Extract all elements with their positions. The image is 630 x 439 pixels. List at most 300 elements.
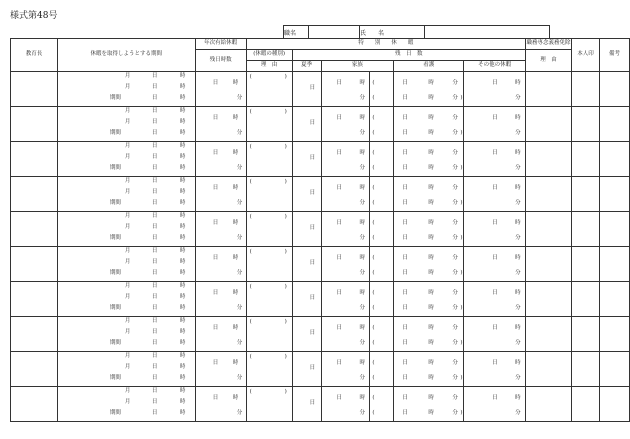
leave-row [11,387,630,422]
minute-unit: 分 [359,340,366,346]
hour-unit: 時 [428,165,434,171]
leave-request-table [10,38,630,422]
minute-unit: 分 [515,340,521,346]
open-paren: ( [249,284,252,290]
hour-unit: 時 [359,80,366,86]
minute-unit: 分 [452,305,458,311]
remarks-cell[interactable] [599,387,629,422]
period-cell[interactable] [57,142,195,177]
close-paren: ) [284,109,287,115]
minute-unit: 分 [515,165,521,171]
family-extra-cell[interactable] [370,177,394,212]
day-unit: 日 [402,80,408,86]
duty-reason-cell[interactable] [526,387,572,422]
day-unit: 日 [492,115,498,121]
day-unit: 日 [402,360,408,366]
nursing-cell[interactable] [394,142,464,177]
day-unit: 日 [151,224,158,230]
day-unit: 日 [309,295,316,301]
hour-unit: 時 [179,259,186,265]
supervisor-cell[interactable] [11,317,58,352]
seal-cell[interactable] [572,317,600,352]
duty-exemption-header: 職務専念義務免除 [526,39,572,50]
period-cell[interactable] [57,282,195,317]
close-paren: ) [460,305,463,311]
other-leave-cell[interactable] [464,177,526,212]
open-paren: ( [372,305,375,311]
minute-unit: 分 [452,165,458,171]
family-extra-cell[interactable] [370,282,394,317]
seal-cell[interactable] [572,247,600,282]
day-unit: 日 [212,220,219,226]
supervisor-cell[interactable] [11,142,58,177]
annual-remaining-cell[interactable] [195,212,246,247]
leave-row [11,72,630,107]
nursing-cell[interactable] [394,72,464,107]
hour-unit: 時 [428,80,434,86]
period-cell[interactable] [57,247,195,282]
remarks-cell[interactable] [599,282,629,317]
summer-cell[interactable] [292,282,321,317]
leave-kind-reason-cell[interactable] [246,142,292,177]
annual-remaining-cell[interactable] [195,317,246,352]
hour-unit: 時 [515,185,521,191]
hour-unit: 時 [232,325,239,331]
minute-unit: 分 [452,360,458,366]
hour-unit: 時 [515,150,521,156]
hour-unit: 時 [428,185,434,191]
family-cell[interactable] [321,142,370,177]
close-paren: ) [460,410,463,416]
hour-unit: 時 [428,340,434,346]
hour-unit: 時 [428,290,434,296]
leave-kind-reason-cell[interactable] [246,107,292,142]
nursing-cell[interactable] [394,212,464,247]
minute-unit: 分 [236,375,243,381]
family-extra-cell[interactable] [370,247,394,282]
day-unit: 日 [492,150,498,156]
close-paren: ) [460,270,463,276]
special-leave-header: 特 別 休 暇 [246,39,525,50]
day-unit: 日 [151,399,158,405]
remaining-days-header: 残 日 数 [292,50,525,61]
other-leave-cell[interactable] [464,317,526,352]
minute-unit: 分 [236,165,243,171]
leave-row [11,107,630,142]
month-unit: 月 [124,143,131,149]
duty-reason-cell[interactable] [526,247,572,282]
hour-unit: 時 [179,200,186,206]
supervisor-cell[interactable] [11,247,58,282]
open-paren: ( [249,179,252,185]
minute-unit: 分 [359,200,366,206]
close-paren: ) [460,165,463,171]
leave-kind-reason-cell[interactable] [246,212,292,247]
hour-unit: 時 [232,220,239,226]
family-cell[interactable] [321,282,370,317]
close-paren: ) [284,319,287,325]
hour-unit: 時 [428,360,434,366]
leave-kind-reason-cell[interactable] [246,247,292,282]
hour-unit: 時 [359,115,366,121]
family-cell[interactable] [321,387,370,422]
day-unit: 日 [309,190,316,196]
hour-unit: 時 [515,115,521,121]
day-unit: 日 [402,255,408,261]
day-unit: 日 [336,80,343,86]
span-label: 期間 [109,375,121,381]
remarks-cell[interactable] [599,352,629,387]
minute-unit: 分 [515,375,521,381]
day-unit: 日 [151,119,158,125]
nursing-cell[interactable] [394,107,464,142]
name-label: 氏 名 [360,26,425,39]
name-field[interactable] [425,26,550,39]
seal-cell[interactable] [572,177,600,212]
month-unit: 月 [124,353,131,359]
duty-reason-cell[interactable] [526,352,572,387]
month-unit: 月 [124,294,131,300]
family-extra-cell[interactable] [370,387,394,422]
seal-cell[interactable] [572,352,600,387]
supervisor-cell[interactable] [11,387,58,422]
leave-kind-reason-cell[interactable] [246,387,292,422]
hour-unit: 時 [179,73,186,79]
open-paren: ( [249,249,252,255]
remarks-header: 備考 [599,39,629,72]
seal-cell[interactable] [572,282,600,317]
day-unit: 日 [151,329,158,335]
minute-unit: 分 [452,80,458,86]
open-paren: ( [249,214,252,220]
open-paren: ( [372,340,375,346]
hour-unit: 時 [179,165,186,171]
day-unit: 日 [336,360,343,366]
span-label: 期間 [109,410,121,416]
duty-reason-cell[interactable] [526,142,572,177]
day-unit: 日 [402,340,408,346]
duty-reason-cell[interactable] [526,107,572,142]
minute-unit: 分 [236,95,243,101]
leave-kind-reason-cell[interactable] [246,177,292,212]
seal-cell[interactable] [572,72,600,107]
annual-remaining-cell[interactable] [195,247,246,282]
nursing-cell[interactable] [394,387,464,422]
remarks-cell[interactable] [599,107,629,142]
hour-unit: 時 [359,255,366,261]
day-unit: 日 [402,305,408,311]
month-unit: 月 [124,399,131,405]
summer-cell[interactable] [292,107,321,142]
form-number-title: 様式第48号 [10,11,58,21]
month-unit: 月 [124,259,131,265]
open-paren: ( [372,200,375,206]
family-cell[interactable] [321,352,370,387]
span-label: 期間 [109,340,121,346]
month-unit: 月 [124,189,131,195]
hour-unit: 時 [428,150,434,156]
period-cell[interactable] [57,72,195,107]
supervisor-cell[interactable] [11,212,58,247]
minute-unit: 分 [515,95,521,101]
family-cell[interactable] [321,177,370,212]
day-unit: 日 [212,360,219,366]
minute-unit: 分 [236,410,243,416]
nursing-cell[interactable] [394,317,464,352]
summer-cell[interactable] [292,177,321,212]
open-paren: ( [372,290,375,296]
hour-unit: 時 [428,410,434,416]
supervisor-cell[interactable] [11,177,58,212]
remarks-cell[interactable] [599,247,629,282]
day-unit: 日 [492,255,498,261]
period-cell[interactable] [57,352,195,387]
summer-header: 夏季 [292,61,321,72]
nursing-header: 看護 [394,61,464,72]
day-unit: 日 [492,360,498,366]
day-unit: 日 [151,283,158,289]
hour-unit: 時 [232,395,239,401]
month-unit: 月 [124,154,131,160]
day-unit: 日 [492,220,498,226]
hour-unit: 時 [359,325,366,331]
reason-header: 理 由 [246,61,292,72]
annual-remaining-cell[interactable] [195,107,246,142]
family-extra-cell[interactable] [370,107,394,142]
day-unit: 日 [336,325,343,331]
hour-unit: 時 [179,388,186,394]
open-paren: ( [372,95,375,101]
other-leave-cell[interactable] [464,352,526,387]
nursing-cell[interactable] [394,352,464,387]
hour-unit: 時 [428,395,434,401]
hour-unit: 時 [179,154,186,160]
other-leave-cell[interactable] [464,72,526,107]
period-cell[interactable] [57,317,195,352]
annual-remaining-cell[interactable] [195,352,246,387]
nursing-cell[interactable] [394,247,464,282]
annual-leave-header: 年次有給休暇 [195,39,246,50]
summer-cell[interactable] [292,212,321,247]
close-paren: ) [284,354,287,360]
duty-reason-cell[interactable] [526,212,572,247]
summer-cell[interactable] [292,317,321,352]
family-cell[interactable] [321,107,370,142]
family-extra-cell[interactable] [370,352,394,387]
minute-unit: 分 [452,340,458,346]
hour-unit: 時 [428,235,434,241]
family-cell[interactable] [321,317,370,352]
open-paren: ( [372,130,375,136]
remarks-cell[interactable] [599,317,629,352]
leave-kind-reason-cell[interactable] [246,317,292,352]
day-unit: 日 [212,290,219,296]
family-extra-cell[interactable] [370,72,394,107]
day-unit: 日 [402,270,408,276]
other-leave-cell[interactable] [464,387,526,422]
hour-unit: 時 [359,150,366,156]
summer-cell[interactable] [292,72,321,107]
seal-cell[interactable] [572,212,600,247]
family-extra-cell[interactable] [370,212,394,247]
summer-cell[interactable] [292,247,321,282]
leave-kind-reason-cell[interactable] [246,282,292,317]
day-unit: 日 [402,290,408,296]
duty-reason-cell[interactable] [526,317,572,352]
minute-unit: 分 [359,375,366,381]
hour-unit: 時 [515,395,521,401]
minute-unit: 分 [236,235,243,241]
period-cell[interactable] [57,212,195,247]
minute-unit: 分 [359,410,366,416]
family-extra-cell[interactable] [370,317,394,352]
span-label: 期間 [109,95,121,101]
job-title-label: 職名 [284,26,309,39]
minute-unit: 分 [452,255,458,261]
minute-unit: 分 [236,270,243,276]
minute-unit: 分 [359,235,366,241]
remarks-cell[interactable] [599,142,629,177]
minute-unit: 分 [515,305,521,311]
supervisor-cell[interactable] [11,107,58,142]
day-unit: 日 [151,340,158,346]
period-cell[interactable] [57,107,195,142]
hour-unit: 時 [232,185,239,191]
day-unit: 日 [336,185,343,191]
month-unit: 月 [124,283,131,289]
leave-kind-reason-cell[interactable] [246,352,292,387]
duty-reason-cell[interactable] [526,282,572,317]
remarks-cell[interactable] [599,212,629,247]
seal-cell[interactable] [572,107,600,142]
day-unit: 日 [336,115,343,121]
close-paren: ) [460,375,463,381]
span-label: 期間 [109,270,121,276]
minute-unit: 分 [515,235,521,241]
other-leave-cell[interactable] [464,212,526,247]
family-cell[interactable] [321,212,370,247]
day-unit: 日 [309,120,316,126]
span-label: 期間 [109,200,121,206]
minute-unit: 分 [359,165,366,171]
month-unit: 月 [124,108,131,114]
minute-unit: 分 [452,220,458,226]
minute-unit: 分 [452,375,458,381]
seal-cell[interactable] [572,142,600,177]
supervisor-cell[interactable] [11,352,58,387]
minute-unit: 分 [359,305,366,311]
hour-unit: 時 [179,224,186,230]
supervisor-cell[interactable] [11,72,58,107]
minute-unit: 分 [452,150,458,156]
hour-unit: 時 [179,375,186,381]
day-unit: 日 [402,185,408,191]
minute-unit: 分 [515,130,521,136]
nursing-cell[interactable] [394,282,464,317]
day-unit: 日 [309,155,316,161]
day-unit: 日 [402,395,408,401]
job-title-field[interactable] [309,26,360,39]
hour-unit: 時 [179,248,186,254]
close-paren: ) [460,235,463,241]
day-unit: 日 [212,185,219,191]
day-unit: 日 [151,154,158,160]
hour-unit: 時 [428,130,434,136]
other-leave-cell[interactable] [464,142,526,177]
open-paren: ( [372,360,375,366]
summer-cell[interactable] [292,142,321,177]
minute-unit: 分 [452,325,458,331]
leave-row [11,247,630,282]
hour-unit: 時 [179,108,186,114]
day-unit: 日 [151,248,158,254]
day-unit: 日 [402,410,408,416]
minute-unit: 分 [452,410,458,416]
hour-unit: 時 [428,220,434,226]
hour-unit: 時 [179,143,186,149]
annual-remaining-cell[interactable] [195,387,246,422]
hour-unit: 時 [428,200,434,206]
nursing-cell[interactable] [394,177,464,212]
day-unit: 日 [336,395,343,401]
other-leave-cell[interactable] [464,247,526,282]
month-unit: 月 [124,329,131,335]
seal-cell[interactable] [572,387,600,422]
hour-unit: 時 [179,399,186,405]
minute-unit: 分 [359,270,366,276]
family-cell[interactable] [321,247,370,282]
minute-unit: 分 [236,200,243,206]
month-unit: 月 [124,364,131,370]
family-extra-cell[interactable] [370,142,394,177]
leave-kind-reason-cell[interactable] [246,72,292,107]
other-leave-cell[interactable] [464,107,526,142]
open-paren: ( [372,165,375,171]
day-unit: 日 [492,395,498,401]
annual-remaining-cell[interactable] [195,72,246,107]
period-cell[interactable] [57,387,195,422]
day-unit: 日 [402,235,408,241]
minute-unit: 分 [452,290,458,296]
remarks-cell[interactable] [599,177,629,212]
hour-unit: 時 [179,189,186,195]
day-unit: 日 [492,80,498,86]
supervisor-cell[interactable] [11,282,58,317]
remarks-cell[interactable] [599,72,629,107]
seal-header: 本人印 [572,39,600,72]
period-cell[interactable] [57,177,195,212]
family-cell[interactable] [321,72,370,107]
day-unit: 日 [492,185,498,191]
duty-reason-cell[interactable] [526,72,572,107]
duty-reason-cell[interactable] [526,177,572,212]
annual-remaining-cell[interactable] [195,142,246,177]
close-paren: ) [460,95,463,101]
close-paren: ) [284,214,287,220]
annual-remaining-cell[interactable] [195,282,246,317]
day-unit: 日 [492,325,498,331]
open-paren: ( [249,109,252,115]
annual-remaining-cell[interactable] [195,177,246,212]
hour-unit: 時 [179,95,186,101]
day-unit: 日 [212,395,219,401]
other-leave-cell[interactable] [464,282,526,317]
summer-cell[interactable] [292,387,321,422]
minute-unit: 分 [359,95,366,101]
close-paren: ) [460,340,463,346]
summer-cell[interactable] [292,352,321,387]
leave-row [11,282,630,317]
